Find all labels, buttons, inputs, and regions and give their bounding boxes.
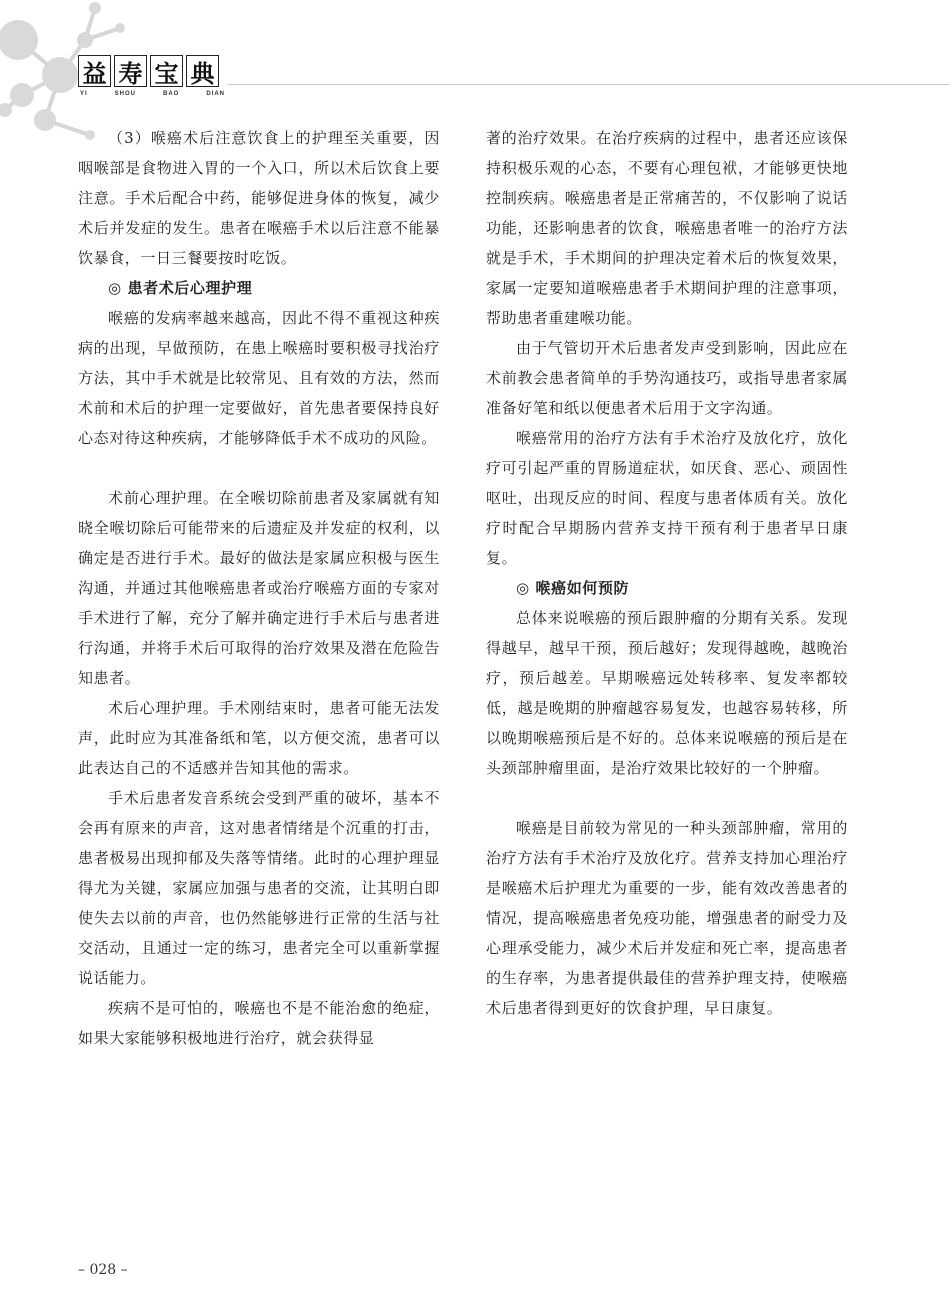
header-rule bbox=[228, 84, 950, 85]
paragraph: 疾病不是可怕的，喉癌也不是不能治愈的绝症，如果大家能够积极地进行治疗，就会获得显 bbox=[78, 999, 440, 1047]
pinyin-syllable: YI bbox=[80, 91, 88, 97]
pinyin-syllable: BAO bbox=[162, 91, 180, 97]
right-column bbox=[486, 123, 848, 1053]
pinyin-syllable: DIAN bbox=[206, 91, 225, 97]
paragraph: 术后心理护理。手术刚结束时，患者可能无法发声，此时应为其准备纸和笔，以方便交流，患者可以此表达自己的不适感并告知其他的需求。 bbox=[78, 699, 440, 777]
paragraph: 喉癌的发病率越来越高，因此不得不重视这种疾病的出现，早做预防，在患上喉癌时要积极寻找治疗方法，其中手术就是比较常见、且有效的方法，然而术前和术后的护理一定要做好，首先患者要保持良好心态对待这种疾病，才能够降低手术不成功的风险。 bbox=[78, 309, 440, 447]
paragraph: 手术后患者发音系统会受到严重的破坏，基本不会再有原来的声音，这对患者情绪是个沉重的打击，患者极易出现抑郁及失落等情绪。此时的心理护理显得尤为关键，家属应加强与患者的交流，让其明白即使失去以前的声音，也仍然能够进行正常的生活与社交活动，且通过一定的练习，患者完全可以重新掌握说话能力。 bbox=[78, 789, 440, 987]
title-pinyin bbox=[80, 91, 225, 97]
paragraph: 总体来说喉癌的预后跟肿瘤的分期有关系。发现得越早，越早干预，预后越好；发现得越晚，越晚治疗，预后越差。早期喉癌远处转移率、复发率都较低，越是晚期的肿瘤越容易复发，也越容易转移，所以晚期喉癌预后是不好的。总体来说喉癌的预后是在头颈部肿瘤里面，是治疗效果比较好的一个肿瘤。 bbox=[486, 609, 848, 777]
paragraph: 术前心理护理。在全喉切除前患者及家属就有知晓全喉切除后可能带来的后遗症及并发症的权利，以确定是否进行手术。最好的做法是家属应积极与医生沟通，并通过其他喉癌患者或治疗喉癌方面的专家对手术进行了解，充分了解并确定进行手术后与患者进行沟通，并将手术后可取得的治疗效果及潜在危险告知患者。 bbox=[78, 489, 440, 687]
paragraph: 著的治疗效果。在治疗疾病的过程中，患者还应该保持积极乐观的心态，不要有心理包袱，才能够更快地控制疾病。喉癌患者是正常痛苦的，不仅影响了说话功能，还影响患者的饮食，喉癌患者唯一的治疗方法就是手术，手术期间的护理决定着术后的恢复效果，家属一定要知道喉癌患者手术期间护理的注意事项，帮助患者重建喉功能。 bbox=[486, 129, 848, 327]
paragraph: 喉癌是目前较为常见的一种头颈部肿瘤，常用的治疗方法有手术治疗及放化疗。营养支持加心理治疗是喉癌术后护理尤为重要的一步，能有效改善患者的情况，提高喉癌患者免疫功能，增强患者的耐受力及心理承受能力，减少术后并发症和死亡率，提高患者的生存率，为患者提供最佳的营养护理支持，使喉癌术后患者得到更好的饮食护理，早日康复。 bbox=[486, 819, 848, 1017]
title-char: 典 bbox=[186, 55, 219, 87]
title-char: 益 bbox=[78, 55, 111, 87]
pinyin-syllable: SHOU bbox=[114, 91, 136, 97]
paragraph: （3）喉癌术后注意饮食上的护理至关重要，因咽喉部是食物进入胃的一个入口，所以术后饮食上要注意。手术后配合中药，能够促进身体的恢复，减少术后并发症的发生。患者在喉癌手术以后注意不能暴饮暴食，一日三餐要按时吃饭。 bbox=[78, 129, 440, 267]
page-number: – 028 – bbox=[78, 1262, 128, 1278]
section-heading: ◎ 喉癌如何预防 bbox=[516, 579, 630, 597]
left-column bbox=[78, 123, 440, 1053]
title-char: 寿 bbox=[114, 55, 147, 87]
paragraph: 由于气管切开术后患者发声受到影响，因此应在术前教会患者简单的手势沟通技巧，或指导患者家属准备好笔和纸以便患者术后用于文字沟通。 bbox=[486, 339, 848, 417]
section-heading: ◎ 患者术后心理护理 bbox=[108, 279, 253, 297]
paragraph: 喉癌常用的治疗方法有手术治疗及放化疗，放化疗可引起严重的胃肠道症状，如厌食、恶心、顽固性呕吐，出现反应的时间、程度与患者体质有关。放化疗时配合早期肠内营养支持干预有利于患者早日康复。 bbox=[486, 429, 848, 567]
title-char: 宝 bbox=[150, 55, 183, 87]
magazine-title bbox=[78, 55, 222, 87]
